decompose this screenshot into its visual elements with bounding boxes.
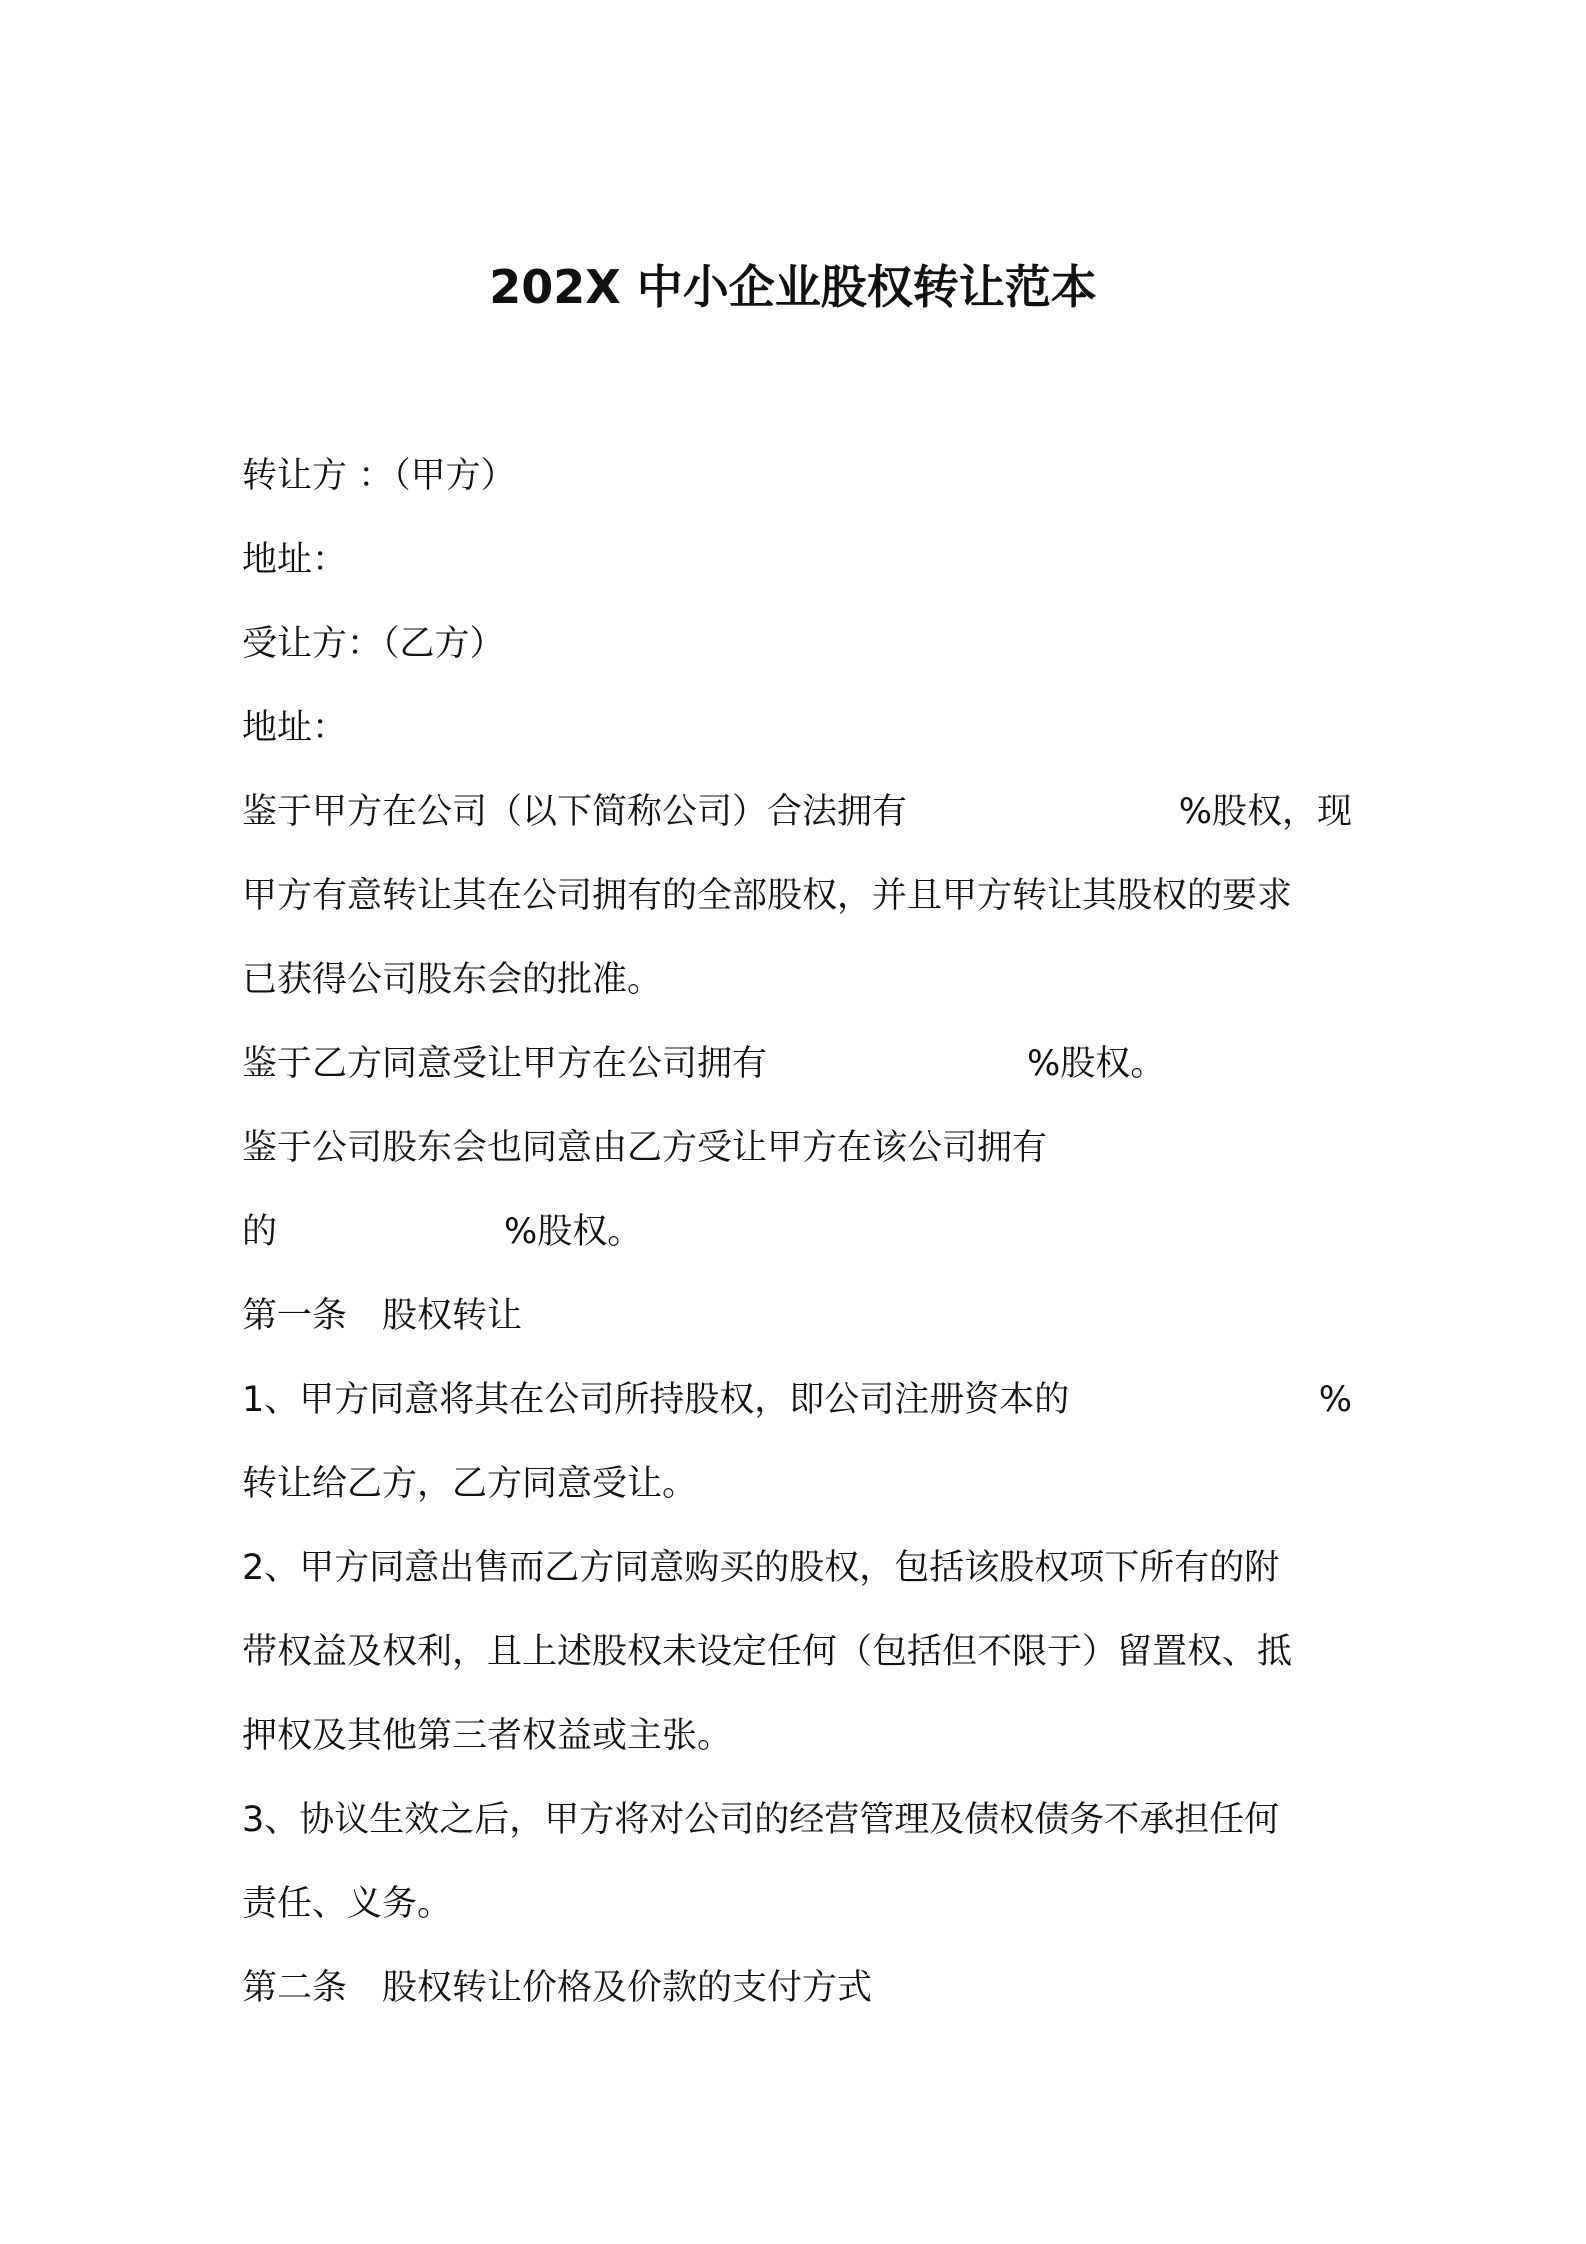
transferor-address-line: [242, 536, 1352, 584]
recital-1-line-1: [242, 788, 1352, 836]
transferee-label: 受让方：（乙方）: [242, 624, 505, 664]
recital-2-text: 鉴于乙方同意受让甲方在公司拥有: [242, 1044, 768, 1084]
recital-1-text-2: 甲方有意转让其在公司拥有的全部股权，并且甲方转让其股权的要求: [242, 876, 1293, 916]
article-2-heading: [242, 1964, 1352, 2012]
recital-2-tail: %股权。: [1027, 1044, 1166, 1084]
document-title: 202X 中小企业股权转让范本: [489, 260, 1097, 314]
recital-1-text-3: 已获得公司股东会的批准。: [242, 960, 663, 1000]
article-1-clause-1-line-1: [242, 1376, 1352, 1424]
article-1-title: 第一条 股权转让: [242, 1296, 523, 1336]
transferee-address-label: 地址：: [242, 708, 348, 748]
clause-3-text-2: 责任、义务。: [242, 1884, 453, 1924]
clause-2-text-3: 押权及其他第三者权益或主张。: [242, 1716, 733, 1756]
recital-3-text-2: 的: [242, 1212, 278, 1252]
article-2-title: 第二条 股权转让价格及价款的支付方式: [242, 1968, 873, 2008]
article-1-clause-1-line-2: [242, 1460, 1352, 1508]
article-1-clause-2-line-2: [242, 1628, 1352, 1676]
recital-1-line-3: [242, 956, 1352, 1004]
transferee-line: [242, 620, 1352, 668]
article-1-heading: [242, 1292, 1352, 1340]
clause-2-text-2: 带权益及权利，且上述股权未设定任何（包括但不限于）留置权、抵: [242, 1632, 1293, 1672]
clause-2-text: 2、甲方同意出售而乙方同意购买的股权，包括该股权项下所有的附: [242, 1548, 1280, 1588]
article-1-clause-3-line-2: [242, 1880, 1352, 1928]
recital-3-tail: %股权。: [504, 1212, 643, 1252]
transferor-label: 转让方 ：（甲方）: [242, 456, 516, 496]
article-1-clause-2-line-3: [242, 1712, 1352, 1760]
transferee-address-line: [242, 704, 1352, 752]
recital-3-line-1: [242, 1124, 1352, 1172]
recital-3-text: 鉴于公司股东会也同意由乙方受让甲方在该公司拥有: [242, 1128, 1048, 1168]
clause-1-text: 1、甲方同意将其在公司所持股权，即公司注册资本的: [242, 1380, 1070, 1420]
article-1-clause-3-line-1: [242, 1796, 1352, 1844]
transferor-line: [242, 452, 1352, 500]
recital-2-line: [242, 1040, 1352, 1088]
clause-1-tail: %: [1318, 1380, 1352, 1420]
recital-1-tail: %股权，现: [1178, 792, 1352, 832]
recital-3-line-2: [242, 1208, 1352, 1256]
recital-1-text: 鉴于甲方在公司（以下简称公司）合法拥有: [242, 792, 908, 832]
transferor-address-label: 地址：: [242, 540, 348, 580]
recital-1-line-2: [242, 872, 1352, 920]
clause-3-text: 3、协议生效之后，甲方将对公司的经营管理及债权债务不承担任何: [242, 1800, 1280, 1840]
clause-1-text-2: 转让给乙方，乙方同意受让。: [242, 1464, 698, 1504]
article-1-clause-2-line-1: [242, 1544, 1352, 1592]
